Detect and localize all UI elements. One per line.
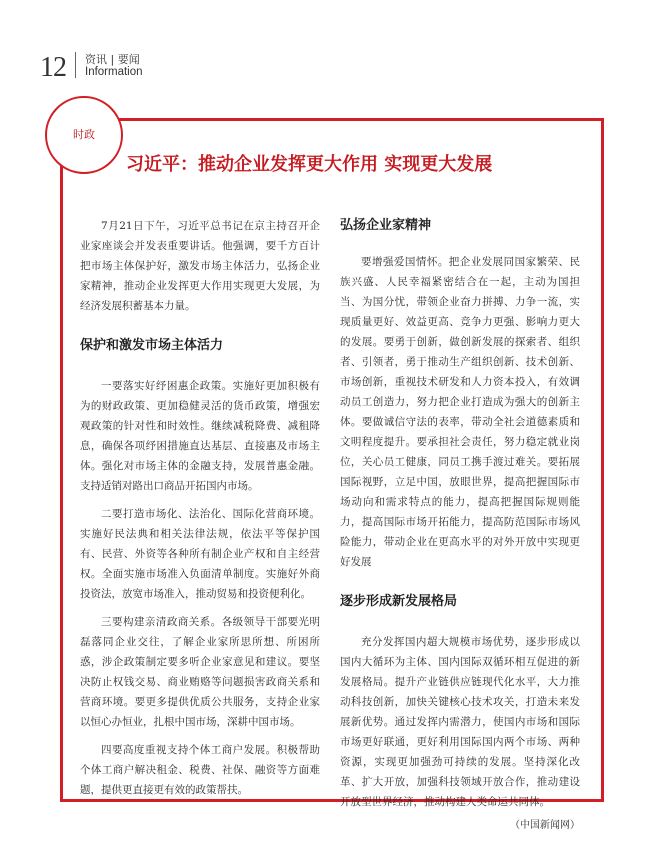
section-heading-entrepreneurship: 弘扬企业家精神 — [340, 218, 432, 233]
section-heading-protect: 保护和激发市场主体活力 — [80, 338, 224, 353]
paragraph-business-environment: 二要打造市场化、法治化、国际化营商环境。实施好民法典和相关法律法规，依法平等保护国有、民营、外资等各种所有制企业产权和自主经营权。全面实施市场准入负面清单制度。实施好外商投资法，放宽市场准入，推动贸易和投资便利化。 — [80, 508, 320, 600]
paragraph-entrepreneurship: 要增强爱国情怀。把企业发展同国家繁荣、民族兴盛、人民幸福紧密结合在一起，主动为国担当、为国分忧，带领企业奋力拼搏、力争一流，实现质量更好、效益更高、竞争力更强、影响力更大的发展。要勇于创新，做创新发展的探索者、组织者、引领者，勇于推动生产组织创新、技术创新、市场创新，重视技术研发和人力资本投入，有效调动员工创造力，努力把企业打造成为强大的创新主体。要做诚信守法的表率，带动全社会道德素质和文明程度提升。要承担社会责任，努力稳定就业岗位，关心员工健康，同员工携手渡过难关。要拓展国际视野，立足中国，放眼世界，提高把握国际市场动向和需求特点的能力，提高把握国际规则能力，提高国际市场开拓能力，提高防范国际市场风险能力，带动企业在更高水平的对外开放中实现更好发展 — [340, 256, 580, 568]
left-column — [80, 216, 320, 800]
article-title: 习近平：推动企业发挥更大作用 实现更大发展 — [126, 154, 493, 175]
category-badge-label: 时政 — [73, 128, 95, 141]
right-column — [340, 216, 580, 836]
section-label-english: Information — [85, 66, 143, 78]
section-label: 资讯 | 要闻 — [85, 53, 140, 66]
page-number: 12 — [40, 52, 66, 83]
intro-paragraph: 7月21日下午，习近平总书记在京主持召开企业家座谈会并发表重要讲话。他强调，要千方百计把市场主体保护好，激发市场主体活力，弘扬企业家精神，推动企业发挥更大作用实现更大发展，为经济发展积蓄基本力量。 — [80, 220, 320, 312]
section-heading-development: 逐步形成新发展格局 — [340, 594, 458, 609]
paragraph-government-business: 三要构建亲清政商关系。各级领导干部要光明磊落同企业交往，了解企业家所思所想、所困所惑，涉企政策制定要多听企业家意见和建议。要坚决防止权钱交易、商业贿赂等问题损害政商关系和营商环境。要更多提供优质公共服务，支持企业家以恒心办恒业，扎根中国市场，深耕中国市场。 — [80, 616, 320, 728]
paragraph-individual-business: 四要高度重视支持个体工商户发展。积极帮助个体工商户解决租金、税费、社保、融资等方面难题，提供更直接更有效的政策帮扶。 — [80, 744, 320, 796]
header-divider — [75, 52, 76, 78]
article-source: （中国新闻网） — [510, 820, 580, 831]
paragraph-policy: 一要落实好纾困惠企政策。实施好更加积极有为的财政政策、更加稳健灵活的货币政策，增强宏观政策的针对性和时效性。继续减税降费、减租降息，确保各项纾困措施直达基层、直接惠及市场主体。强化对市场主体的金融支持，发展普惠金融。支持适销对路出口商品开拓国内市场。 — [80, 380, 320, 492]
paragraph-development: 充分发挥国内超大规模市场优势，逐步形成以国内大循环为主体、国内国际双循环相互促进的新发展格局。提升产业链供应链现代化水平，大力推动科技创新，加快关键核心技术攻关，打造未来发展新优势。通过发挥内需潜力，使国内市场和国际市场更好联通，更好利用国际国内两个市场、两种资源，实现更加强劲可持续的发展。坚持深化改革、扩大开放，加强科技领域开放合作，推动建设开放型世界经济，推动构建人类命运共同体。 — [340, 636, 580, 808]
